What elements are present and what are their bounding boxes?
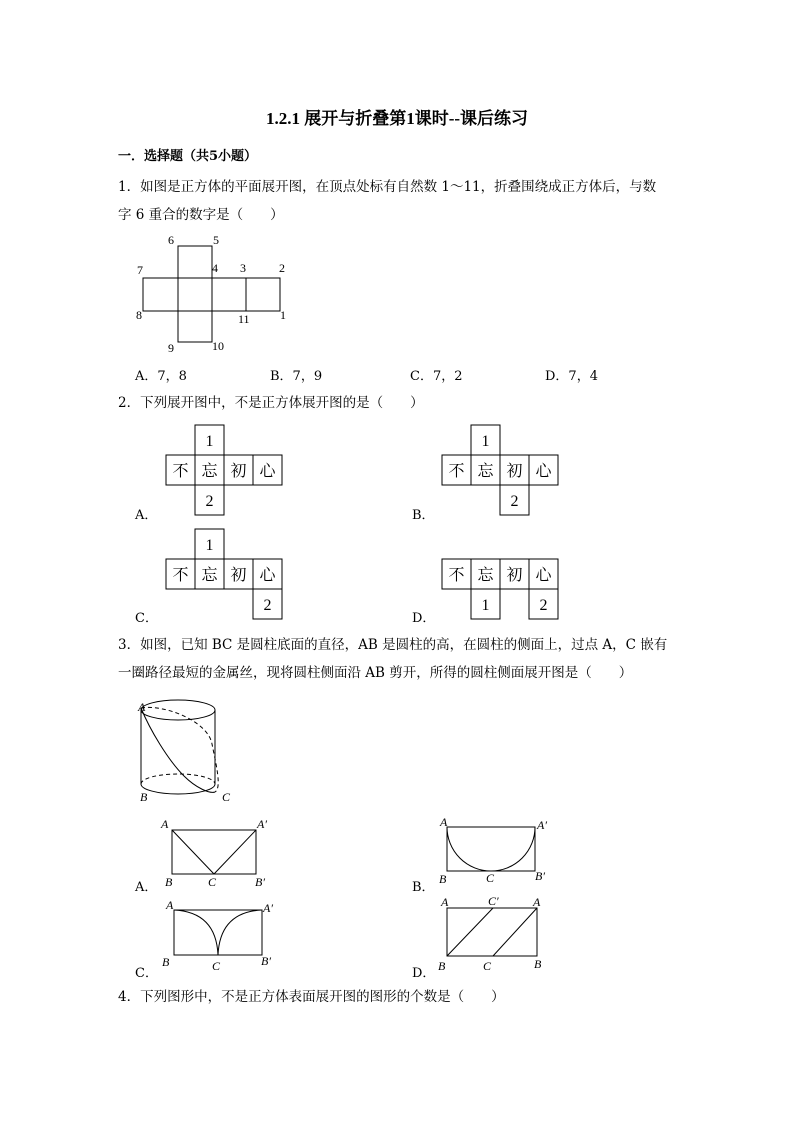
q2b-cell-chu: 初	[506, 461, 523, 480]
q2a-cell-1: 1	[205, 433, 214, 450]
q2c-cell-bu: 不	[172, 565, 189, 584]
q3c-label-b: B	[162, 955, 170, 969]
q3a-label-b: B	[165, 875, 173, 889]
q3-option-d[interactable]: D．	[412, 966, 436, 981]
q3-rect-b	[438, 815, 553, 885]
q2-option-d[interactable]: D．	[412, 611, 436, 626]
q3b-label-b: B	[439, 872, 447, 886]
q3-option-a[interactable]: A．	[135, 880, 158, 895]
q2c-cell-2: 2	[263, 597, 272, 614]
q2-net-d	[441, 558, 566, 620]
q2d-cell-chu: 初	[506, 565, 523, 584]
q3-rect-a	[160, 818, 275, 888]
q3d-label-c: C	[483, 959, 492, 973]
q2d-cell-wang: 忘	[477, 565, 494, 584]
q2c-cell-xin: 心	[259, 565, 276, 584]
q3c-label-c: C	[212, 959, 221, 973]
q3-option-c[interactable]: C．	[135, 966, 158, 981]
q1-line2: 字 6 重合的数字是（ ）	[118, 207, 284, 223]
q1-vertex-labels	[136, 233, 286, 355]
q1-line1: 1．如图是正方体的平面展开图，在顶点处标有自然数 1～11，折叠围绕成正方体后，与数	[118, 179, 657, 195]
q4-question: 4．下列图形中，不是正方体表面展开图的图形的个数是（ ）	[118, 989, 505, 1005]
q3-rect-d	[435, 892, 550, 972]
q2-option-a[interactable]: A．	[135, 508, 158, 523]
q3c-label-a: A	[166, 898, 174, 912]
q2d-cell-xin: 心	[535, 565, 552, 584]
q3b-label-b-prime: B′	[535, 869, 545, 883]
q3a-label-b-prime: B′	[255, 875, 265, 889]
q1-option-d[interactable]: D．7，4	[545, 369, 598, 384]
q1-label-7: 7	[137, 263, 143, 277]
q3-cyl-label-b: B	[140, 790, 148, 804]
q2d-cell-2: 2	[539, 597, 548, 614]
q2a-cell-xin: 心	[259, 461, 276, 480]
q3-cylinder-figure	[134, 696, 244, 808]
q1-label-5: 5	[213, 233, 219, 247]
q1-label-1: 1	[280, 308, 286, 322]
q2-option-c[interactable]: C．	[135, 611, 158, 626]
q3d-label-a-right: A	[533, 895, 541, 909]
section-heading: 一．选择题（共5小题）	[118, 149, 258, 164]
q1-cube-net-figure	[130, 230, 300, 360]
q1-label-6: 6	[168, 233, 174, 247]
q1-label-4: 4	[212, 261, 218, 275]
q3d-label-a-left: A	[441, 895, 449, 909]
q1-option-c[interactable]: C．7，2	[410, 369, 463, 384]
q2c-cell-chu: 初	[230, 565, 247, 584]
q2c-cell-wang: 忘	[201, 565, 218, 584]
q1-label-9: 9	[168, 341, 174, 355]
q2b-cell-1: 1	[481, 433, 490, 450]
q3-option-b[interactable]: B．	[412, 880, 435, 895]
q2a-cell-wang: 忘	[201, 461, 218, 480]
q3d-label-b-right: B	[534, 957, 542, 971]
q2d-cell-bu: 不	[448, 565, 465, 584]
q2-net-b	[441, 424, 566, 516]
q2-question: 2．下列展开图中，不是正方体展开图的是（ ）	[118, 395, 424, 411]
q1-label-3: 3	[240, 261, 246, 275]
q2a-cell-chu: 初	[230, 461, 247, 480]
q3b-label-a-prime: A′	[537, 818, 547, 832]
q2d-cell-1: 1	[481, 597, 490, 614]
q3c-label-b-prime: B′	[261, 954, 271, 968]
q3-line1: 3．如图，已知 BC 是圆柱底面的直径，AB 是圆柱的高，在圆柱的侧面上，过点 A，C 嵌有	[118, 637, 668, 653]
q2b-cell-bu: 不	[448, 461, 465, 480]
q3b-label-a: A	[440, 815, 448, 829]
q3-cyl-label-c: C	[222, 790, 231, 804]
q3-line2: 一圈路径最短的金属丝，现将圆柱侧面沿 AB 剪开，所得的圆柱侧面展开图是（ ）	[118, 665, 633, 681]
q3b-label-c: C	[486, 871, 495, 885]
q1-option-b[interactable]: B．7，9	[270, 369, 323, 384]
q2a-cell-bu: 不	[172, 461, 189, 480]
q3-cyl-label-a: A	[138, 700, 146, 714]
q2b-cell-2: 2	[510, 493, 519, 510]
q2c-cell-1: 1	[205, 537, 214, 554]
q3d-label-b-left: B	[438, 959, 446, 973]
q2-net-c	[165, 528, 290, 620]
q3a-label-a-prime: A′	[257, 817, 267, 831]
q1-label-11: 11	[238, 312, 250, 326]
q1-label-8: 8	[136, 308, 142, 322]
q2-net-a	[165, 424, 290, 516]
q3d-label-c-prime: C′	[488, 894, 499, 908]
q1-label-10: 10	[212, 339, 224, 353]
q3c-label-a-prime: A′	[263, 901, 273, 915]
q1-label-2: 2	[279, 261, 285, 275]
page-title: 1.2.1 展开与折叠第1课时--课后练习	[265, 109, 529, 128]
q3a-label-c: C	[208, 875, 217, 889]
q2b-cell-wang: 忘	[477, 461, 494, 480]
q2a-cell-2: 2	[205, 493, 214, 510]
q3-rect-c	[160, 898, 285, 973]
q3a-label-a: A	[161, 817, 169, 831]
q2b-cell-xin: 心	[535, 461, 552, 480]
q2-option-b[interactable]: B．	[412, 508, 435, 523]
q1-option-a[interactable]: A．7，8	[135, 369, 187, 384]
